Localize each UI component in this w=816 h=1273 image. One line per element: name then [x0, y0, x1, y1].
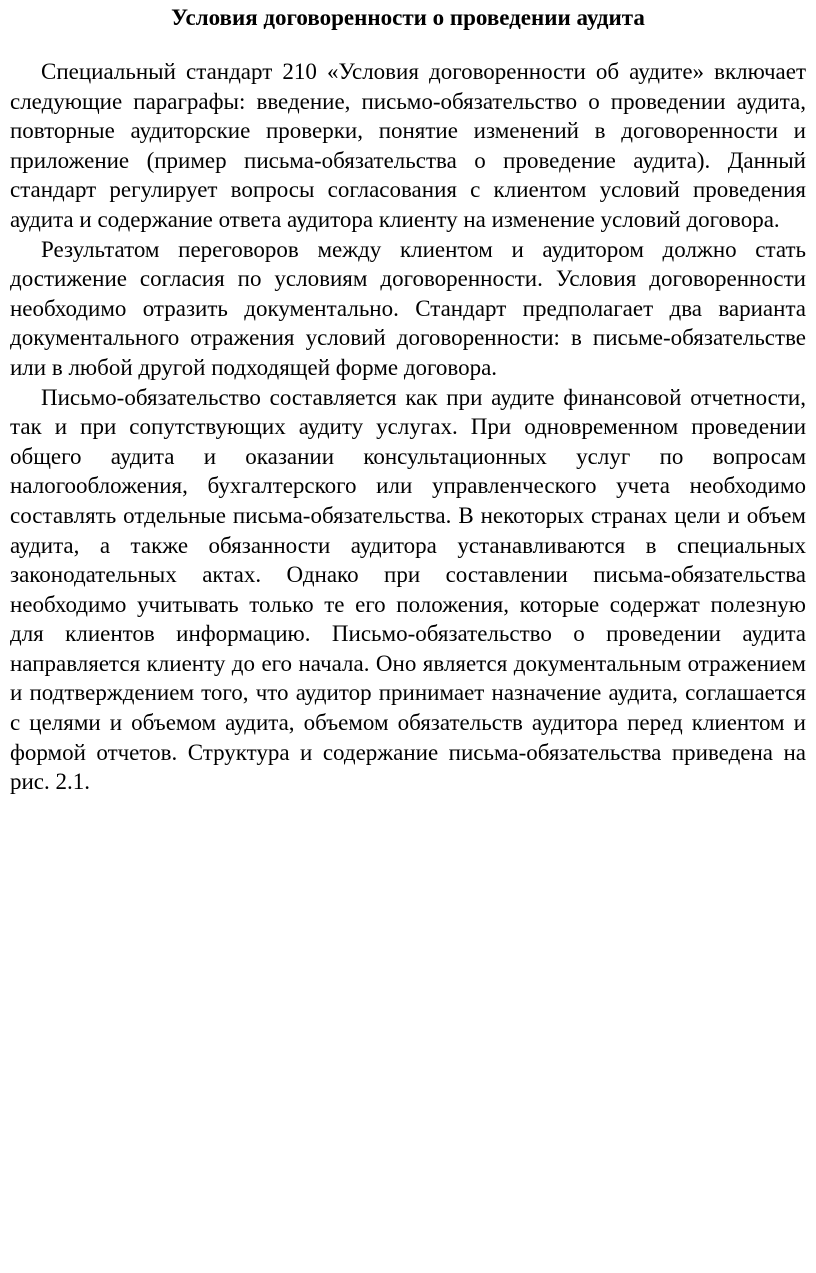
document-body	[10, 57, 806, 797]
paragraph-standard-210: Специальный стандарт 210 «Условия договоренности об аудите» включает следующие параграфы: введение, письмо-обязательство о проведении аудита, повторные аудиторские проверки, понятие изменений в договоренности и приложение (пример письма-обязательства о проведение аудита). Данный стандарт регулирует вопросы согласования с клиентом условий проведения аудита и содержание ответа аудитора клиенту на изменение условий договора.	[10, 59, 806, 232]
document-title: Условия договоренности о проведении аудита	[171, 5, 645, 30]
paragraph-negotiation-result: Результатом переговоров между клиентом и аудитором должно стать достижение согласия по условиям договоренности. Условия договоренности необходимо отразить документально. Стандарт предполагает два варианта документального отражения условий договоренности: в письме-обязательстве или в любой другой подходящей форме договора.	[10, 236, 806, 380]
document-page	[10, 0, 806, 797]
paragraph-engagement-letter: Письмо-обязательство составляется как при аудите финансовой отчетности, так и при сопутствующих аудиту услугах. При одновременном проведении общего аудита и оказании консультационных услуг по вопросам налогообложения, бухгалтерского или управленческого учета необходимо составлять отдельные письма-обязательства. В некоторых странах цели и объем аудита, а также обязанности аудитора устанавливаются в специальных законодательных актах. Однако при составлении письма-обязательства необходимо учитывать только те его положения, которые содержат полезную для клиентов информацию. Письмо-обязательство о проведении аудита направляется клиенту до его начала. Оно является документальным отражением и подтверждением того, что аудитор принимает назначение аудита, соглашается с целями и объемом аудита, объемом обязательств аудитора перед клиентом и формой отчетов. Структура и содержание письма-обязательства приведена на рис. 2.1.	[10, 384, 806, 795]
